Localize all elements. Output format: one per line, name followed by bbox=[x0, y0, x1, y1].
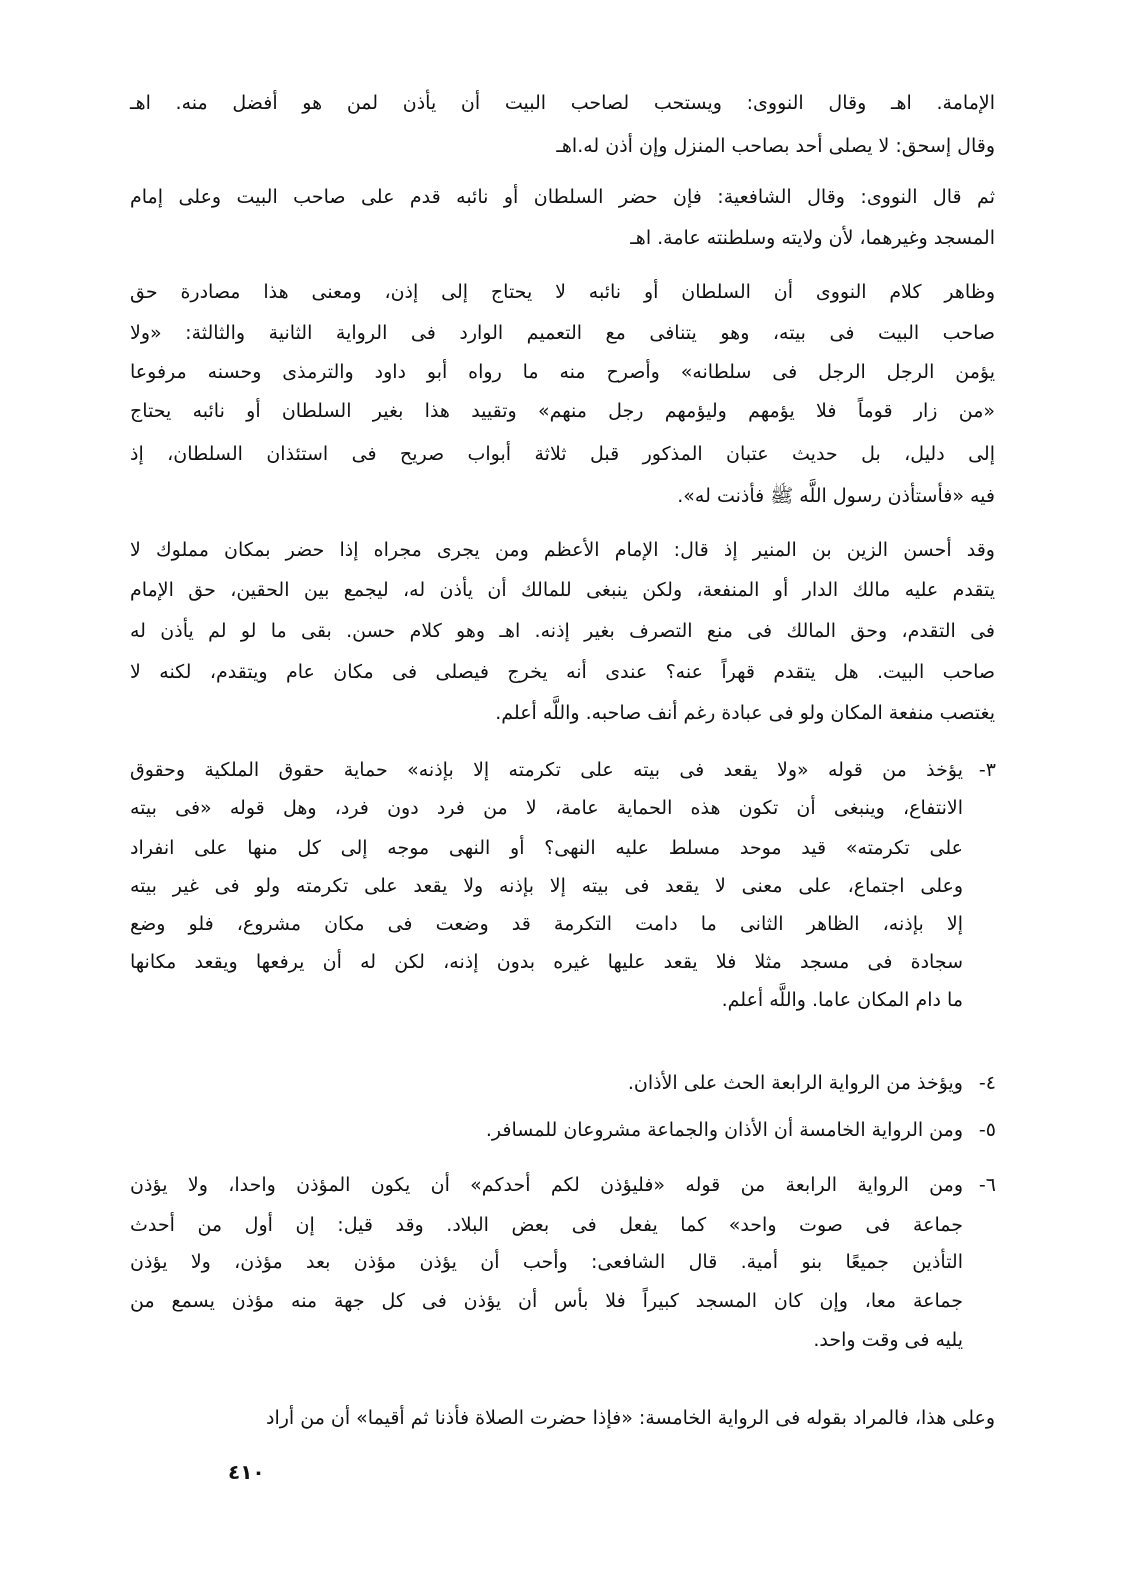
text-line: ويؤخذ من الرواية الرابعة الحث على الأذان. bbox=[627, 1072, 963, 1094]
text-line: ثم قال النووى: وقال الشافعية: فإن حضر السلطان أو نائبه قدم على صاحب البيت وعلى إمام bbox=[130, 186, 995, 208]
text-line: فى التقدم، وحق المالك فى منع التصرف بغير إذنه. اهـ وهو كلام حسن. بقى ما لو لم يأذن له bbox=[130, 620, 995, 642]
text-line: ومن الرواية الرابعة من قوله «فليؤذن لكم أحدكم» أن يكون المؤذن واحدا، ولا يؤذن bbox=[130, 1174, 963, 1196]
text-line: وقد أحسن الزين بن المنير إذ قال: الإمام الأعظم ومن يجرى مجراه إذا حضر بمكان مملوك لا bbox=[130, 539, 995, 561]
text-line: وظاهر كلام النووى أن السلطان أو نائبه لا يحتاج إلى إذن، ومعنى هذا مصادرة حق bbox=[130, 281, 995, 303]
text-line: وعلى اجتماع، على معنى لا يقعد فى بيته إلا بإذنه ولا يقعد على تكرمته ولو فى غير بيته bbox=[130, 875, 963, 897]
item-number: ٦- bbox=[978, 1174, 996, 1196]
text-line: يليه فى وقت واحد. bbox=[813, 1329, 963, 1351]
text-line: جماعة معا، وإن كان المسجد كبيراً فلا بأس أن يؤذن فى كل جهة منه مؤذن يسمع من bbox=[130, 1290, 963, 1312]
text-line: يتقدم عليه مالك الدار أو المنفعة، ولكن ينبغى للمالك أن يأذن له، ليجمع بين الحقين، حق الإمام bbox=[130, 579, 995, 601]
text-line: يؤمن الرجل الرجل فى سلطانه» وأصرح منه ما رواه أبو داود والترمذى وحسنه مرفوعا bbox=[130, 361, 995, 383]
text-line: فيه «فأستأذن رسول اللَّه ﷺ فأذنت له». bbox=[677, 485, 995, 507]
text-line: على تكرمته» قيد موحد مسلط عليه النهى؟ أو النهى موجه إلى كل منها على انفراد bbox=[130, 837, 963, 859]
text-line: سجادة فى مسجد مثلا فلا يقعد عليها غيره بدون إذنه، لكن له أن يرفعها ويقعد مكانها bbox=[130, 951, 963, 973]
text-line: يغتصب منفعة المكان ولو فى عبادة رغم أنف صاحبه. واللَّه أعلم. bbox=[495, 702, 995, 724]
text-line: ما دام المكان عاما. واللَّه أعلم. bbox=[721, 989, 963, 1011]
text-line: ومن الرواية الخامسة أن الأذان والجماعة مشروعان للمسافر. bbox=[485, 1119, 963, 1141]
item-number: ٥- bbox=[978, 1119, 996, 1141]
text-line: جماعة فى صوت واحد» كما يفعل فى بعض البلاد. وقد قيل: إن أول من أحدث bbox=[130, 1214, 963, 1236]
text-line: إلى دليل، بل حديث عتبان المذكور قبل ثلاثة أبواب صريح فى استئذان السلطان، إذ bbox=[130, 443, 995, 465]
item-number: ٤- bbox=[978, 1072, 996, 1094]
page-number: ٤١٠ bbox=[228, 1460, 265, 1484]
text-line: وقال إسحق: لا يصلى أحد بصاحب المنزل وإن أذن له.اهـ bbox=[556, 135, 995, 157]
text-line: «من زار قوماً فلا يؤمهم وليؤمهم رجل منهم» وتقييد هذا بغير السلطان أو نائبه يحتاج bbox=[130, 400, 995, 422]
text-line: الإمامة. اهـ وقال النووى: ويستحب لصاحب البيت أن يأذن لمن هو أفضل منه. اهـ bbox=[130, 92, 995, 114]
text-line: وعلى هذا، فالمراد بقوله فى الرواية الخامسة: «فإذا حضرت الصلاة فأذنا ثم أقيما» أن من أراد bbox=[266, 1407, 995, 1429]
text-line: صاحب البيت فى بيته، وهو يتنافى مع التعميم الوارد فى الرواية الثانية والثالثة: «ولا bbox=[130, 322, 995, 344]
text-line: صاحب البيت. هل يتقدم قهراً عنه؟ عندى أنه يخرج فيصلى فى مكان عام ويتقدم، لكنه لا bbox=[130, 661, 995, 683]
text-line: إلا بإذنه، الظاهر الثانى ما دامت التكرمة قد وضعت فى مكان مشروع، فلو وضع bbox=[130, 913, 963, 935]
item-number: ٣- bbox=[978, 759, 996, 781]
text-line: الانتفاع، وينبغى أن تكون هذه الحماية عامة، لا من فرد دون فرد، وهل قوله «فى بيته bbox=[130, 797, 963, 819]
text-line: المسجد وغيرهما، لأن ولايته وسلطنته عامة. اهـ bbox=[630, 227, 995, 249]
text-line: يؤخذ من قوله «ولا يقعد فى بيته على تكرمته إلا بإذنه» حماية حقوق الملكية وحقوق bbox=[130, 759, 963, 781]
text-line: التأذين جميعًا بنو أمية. قال الشافعى: وأحب أن يؤذن مؤذن بعد مؤذن، ولا يؤذن bbox=[130, 1251, 963, 1273]
